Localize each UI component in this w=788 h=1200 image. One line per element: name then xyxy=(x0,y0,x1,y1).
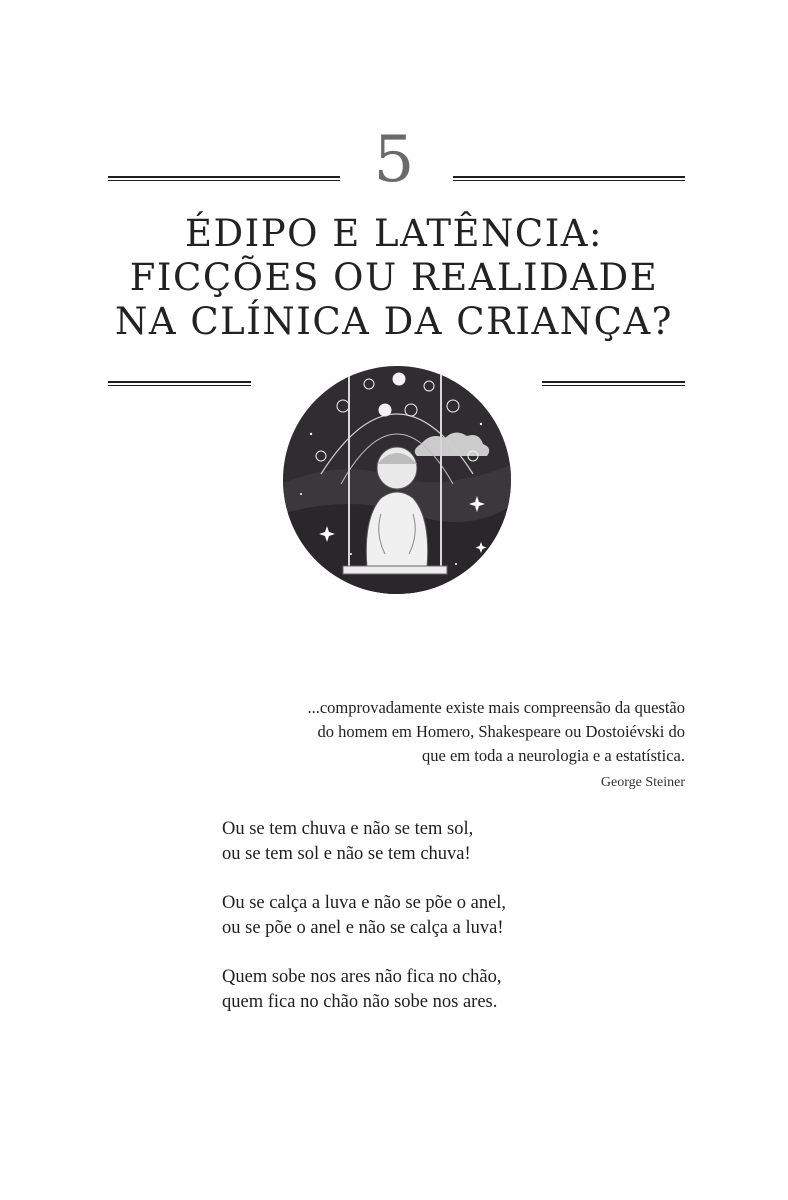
poem xyxy=(222,817,672,1039)
epigraph xyxy=(265,696,685,793)
rule-mid-right xyxy=(542,381,685,386)
poem-line: quem fica no chão não sobe nos ares. xyxy=(222,992,498,1012)
chapter-title-line: ÉDIPO E LATÊNCIA: xyxy=(185,212,603,255)
swing-seat xyxy=(343,566,447,574)
chapter-title-line: NA CLÍNICA DA CRIANÇA? xyxy=(114,300,674,343)
rule-mid-left xyxy=(108,381,251,386)
chapter-number: 5 xyxy=(373,123,415,197)
poem-stanza xyxy=(222,891,672,941)
epigraph-line: ...comprovadamente existe mais compreensão da questão xyxy=(307,698,685,717)
chapter-title xyxy=(0,212,788,344)
poem-stanza xyxy=(222,965,672,1015)
poem-line: ou se tem sol e não se tem chuva! xyxy=(222,844,471,864)
epigraph-line: que em toda a neurologia e a estatística. xyxy=(422,746,685,765)
chapter-title-line: FICÇÕES OU REALIDADE xyxy=(129,256,659,299)
poem-line: ou se põe o anel e não se calça a luva! xyxy=(222,918,504,938)
epigraph-author: George Steiner xyxy=(600,775,685,790)
poem-line: Quem sobe nos ares não fica no chão, xyxy=(222,967,502,987)
poem-line: Ou se tem chuva e não se tem sol, xyxy=(222,819,474,839)
poem-line: Ou se calça a luva e não se põe o anel, xyxy=(222,893,507,913)
epigraph-line: do homem em Homero, Shakespeare ou Dostoiévski do xyxy=(317,722,685,741)
child-on-swing-illustration xyxy=(281,364,513,596)
poem-stanza xyxy=(222,817,672,867)
